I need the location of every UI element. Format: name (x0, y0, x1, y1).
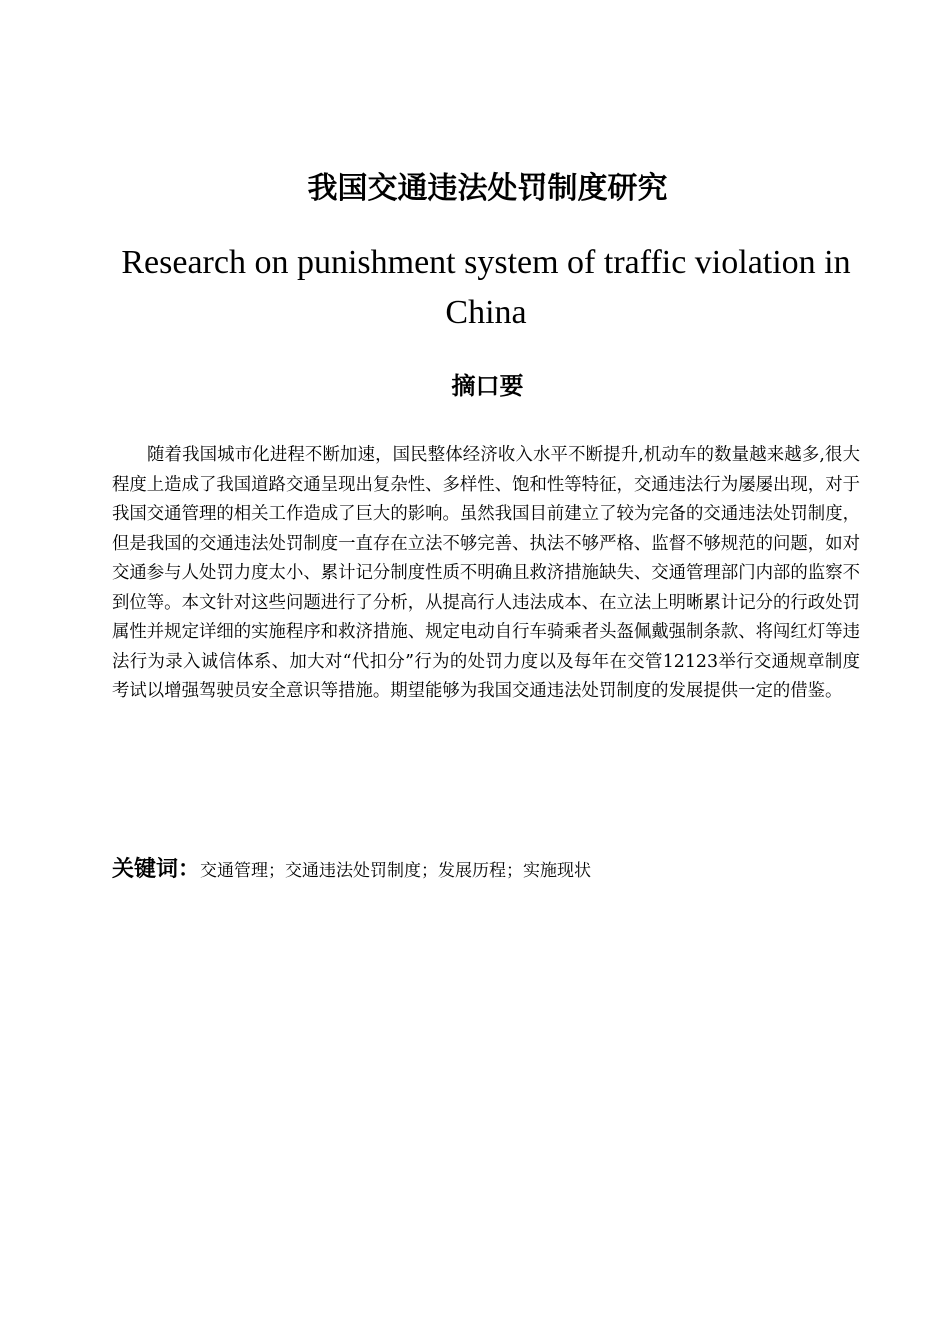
abstract-heading: 摘口要 (451, 372, 524, 400)
chinese-title: 我国交通违法处罚制度研究 (307, 171, 668, 206)
keywords-label: 关键词： (112, 857, 201, 882)
english-title: Research on punishment system of traffic violation in China (121, 244, 851, 331)
keywords-line (112, 852, 860, 889)
abstract-paragraph: 随着我国城市化进程不断加速，国民整体经济收入水平不断提升,机动车的数量越来越多,很大程度上造成了我国道路交通呈现出复杂性、多样性、饱和性等特征，交通违法行为屡屡出现，对于我国交通管理的相关工作造成了巨大的影响。虽然我国目前建立了较为完备的交通违法处罚制度，但是我国的交通违法处罚制度一直存在立法不够完善、执法不够严格、监督不够规范的问题，如对交通参与人处罚力度太小、累计记分制度性质不明确且救济措施缺失、交通管理部门内部的监察不到位等。本文针对这些问题进行了分析，从提高行人违法成本、在立法上明晰累计记分的行政处罚属性并规定详细的实施程序和救济措施、规定电动自行车骑乘者头盔佩戴强制条款、将闯红灯等违法行为录入诚信体系、加大对“代扣分”行为的处罚力度以及每年在交管12123举行交通规章制度考试以增强驾驶员安全意识等措施。期望能够为我国交通违法处罚制度的发展提供一定的借鉴。 (112, 445, 860, 701)
keywords-text: 交通管理；交通违法处罚制度；发展历程；实施现状 (200, 861, 592, 881)
